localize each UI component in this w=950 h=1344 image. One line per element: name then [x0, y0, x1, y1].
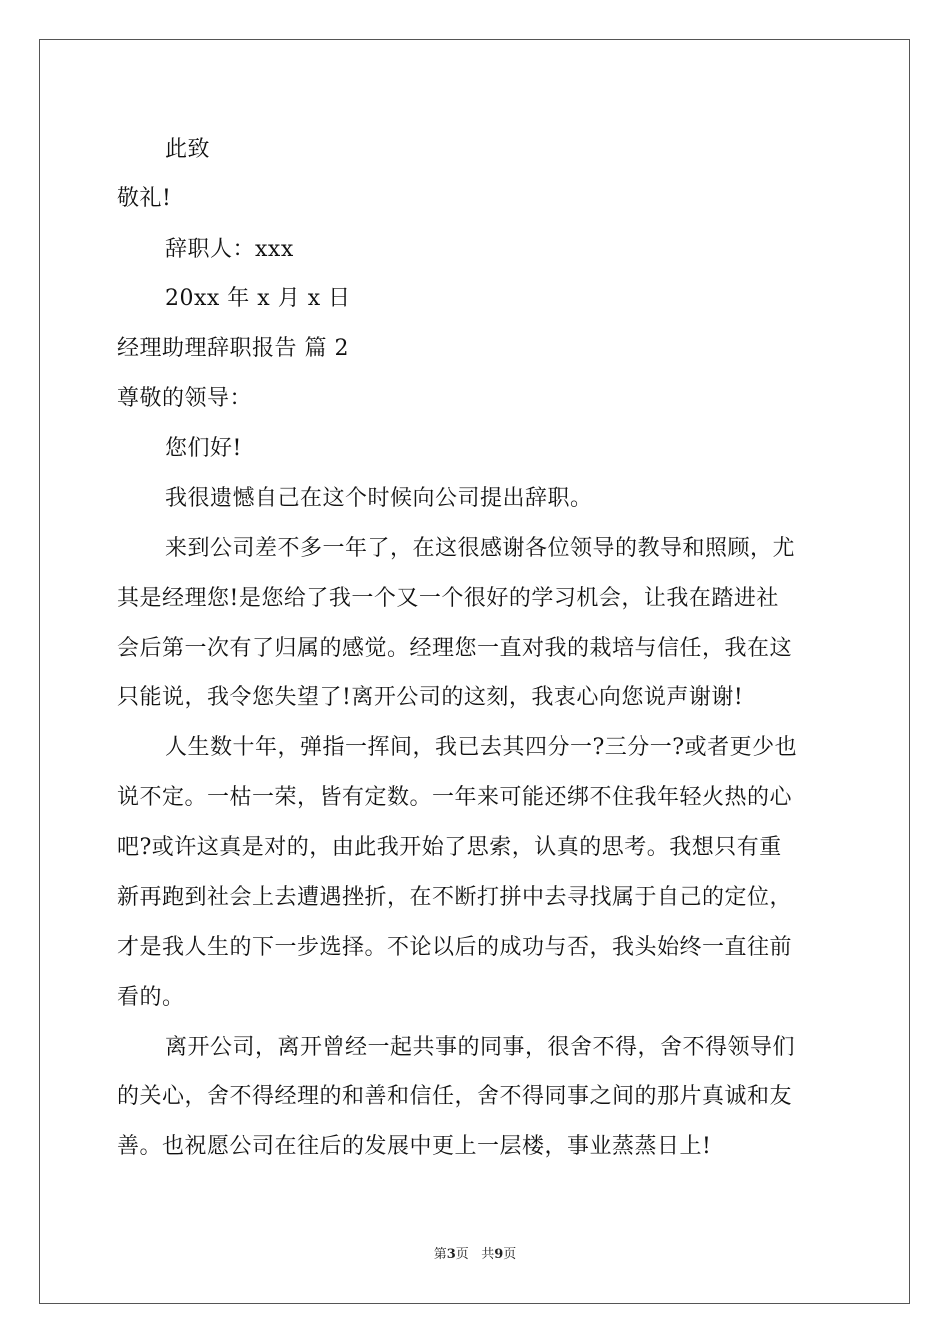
paragraph-line: 其是经理您!是您给了我一个又一个很好的学习机会，让我在踏进社 [117, 586, 779, 611]
closing-regards: 敬礼! [117, 186, 172, 211]
paragraph-line: 来到公司差不多一年了，在这很感谢各位领导的教导和照顾，尤 [165, 536, 796, 561]
paragraph-line: 说不定。一枯一荣，皆有定数。一年来可能还绑不住我年轻火热的心 [117, 785, 793, 810]
paragraph-line: 离开公司，离开曾经一起共事的同事，很舍不得，舍不得领导们 [165, 1035, 796, 1060]
paragraph-line: 看的。 [117, 985, 185, 1010]
paragraph-line: 人生数十年，弹指一挥间，我已去其四分一?三分一?或者更少也 [165, 735, 798, 760]
salutation: 尊敬的领导： [117, 386, 253, 411]
total-pages: 9 [494, 1247, 504, 1262]
total-suffix: 页 [503, 1247, 517, 1262]
paragraph-line: 的关心，舍不得经理的和善和信任，舍不得同事之间的那片真诚和友 [117, 1084, 793, 1109]
page-suffix: 页 [455, 1247, 469, 1262]
page-footer [0, 1247, 950, 1263]
greeting: 您们好! [165, 436, 242, 461]
paragraph-line: 新再跑到社会上去遭遇挫折，在不断打拼中去寻找属于自己的定位， [117, 885, 793, 910]
total-prefix: 共 [481, 1247, 495, 1262]
section-title: 经理助理辞职报告 篇 2 [117, 336, 349, 361]
resigner-line: 辞职人：xxx [165, 237, 294, 262]
paragraph-line: 会后第一次有了归属的感觉。经理您一直对我的栽培与信任，我在这 [117, 636, 793, 661]
page-number: 3 [446, 1247, 456, 1262]
closing-salute: 此致 [165, 137, 211, 162]
date-line: 20xx 年 x 月 x 日 [165, 286, 351, 311]
paragraph-line: 只能说，我令您失望了!离开公司的这刻，我衷心向您说声谢谢! [117, 685, 744, 710]
paragraph-line: 吧?或许这真是对的，由此我开始了思索，认真的思考。我想只有重 [117, 835, 782, 860]
paragraph-line: 我很遗憾自己在这个时候向公司提出辞职。 [165, 486, 593, 511]
page-border [39, 39, 910, 1304]
page-prefix: 第 [433, 1247, 447, 1262]
paragraph-line: 才是我人生的下一步选择。不论以后的成功与否，我头始终一直往前 [117, 935, 793, 960]
paragraph-line: 善。也祝愿公司在往后的发展中更上一层楼，事业蒸蒸日上! [117, 1134, 712, 1159]
